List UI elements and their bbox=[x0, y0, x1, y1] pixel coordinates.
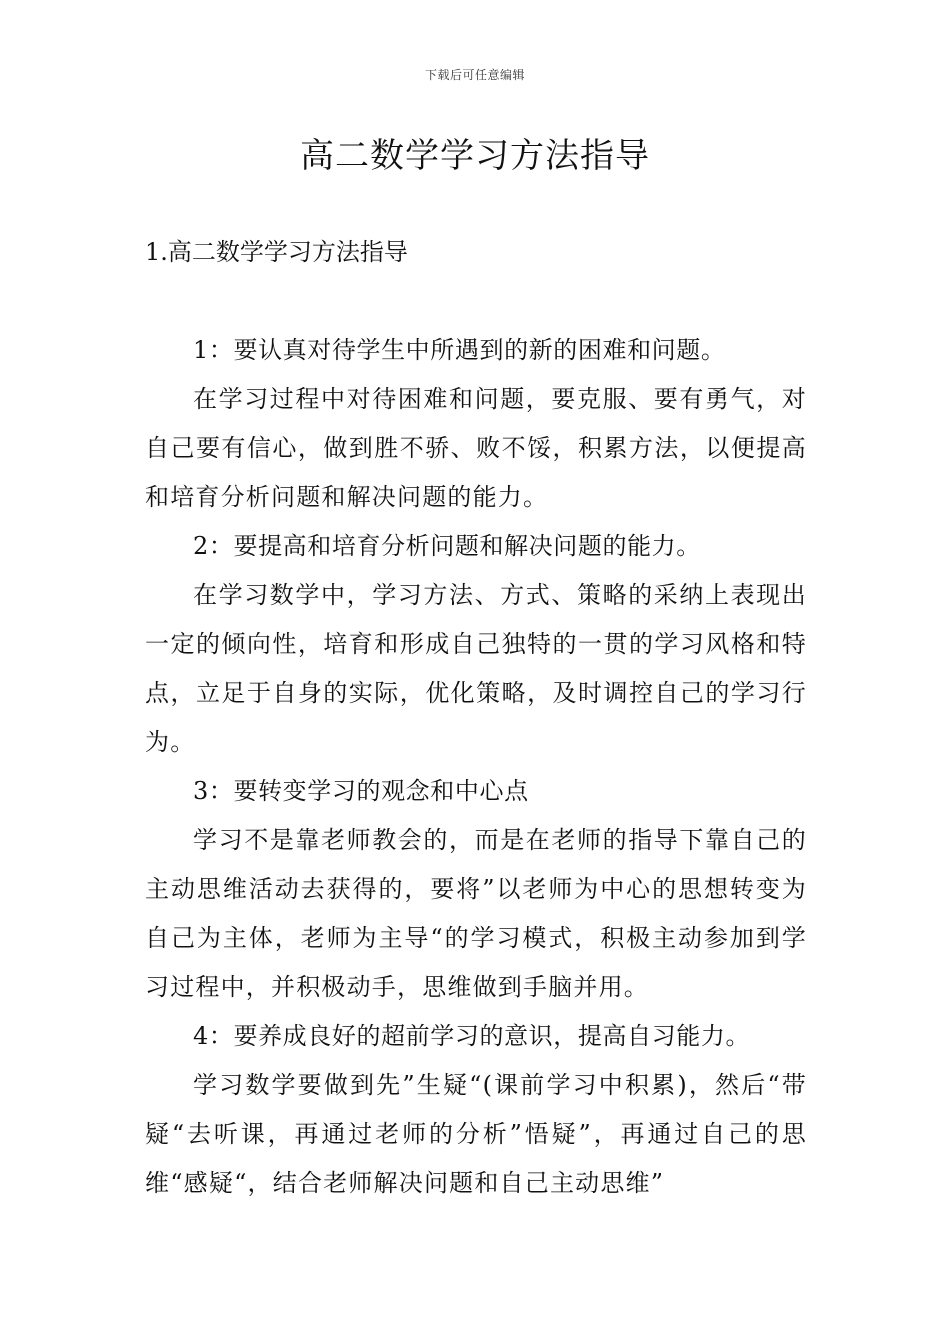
paragraph-2: 在学习数学中，学习方法、方式、策略的采纳上表现出一定的倾向性，培育和形成自己独特的一贯的学习风格和特点，立足于自身的实际，优化策略，及时调控自己的学习行为。 bbox=[145, 581, 807, 756]
point-heading-1: 1：要认真对待学生中所遇到的新的困难和问题。 bbox=[193, 336, 726, 364]
page-header-note: 下载后可任意编辑 bbox=[424, 68, 525, 82]
point-heading-3: 3：要转变学习的观念和中心点 bbox=[193, 777, 529, 805]
document-body bbox=[145, 326, 807, 1208]
section-heading: 1.高二数学学习方法指导 bbox=[145, 238, 408, 266]
document-title: 高二数学学习方法指导 bbox=[300, 136, 650, 176]
point-heading-4: 4：要养成良好的超前学习的意识，提高自习能力。 bbox=[193, 1022, 751, 1050]
paragraph-3: 学习不是靠老师教会的，而是在老师的指导下靠自己的主动思维活动去获得的，要将”以老师为中心的思想转变为自己为主体，老师为主导“的学习模式，积极主动参加到学习过程中，并积极动手，思维做到手脑并用。 bbox=[145, 826, 807, 1001]
point-heading-2: 2：要提高和培育分析问题和解决问题的能力。 bbox=[193, 532, 701, 560]
paragraph-1: 在学习过程中对待困难和问题，要克服、要有勇气，对自己要有信心，做到胜不骄、败不馁，积累方法，以便提高和培育分析问题和解决问题的能力。 bbox=[145, 385, 807, 511]
paragraph-4: 学习数学要做到先”生疑“(课前学习中积累)，然后“带疑“去听课，再通过老师的分析”悟疑”，再通过自己的思维“感疑“，结合老师解决问题和自己主动思维” bbox=[145, 1071, 807, 1197]
